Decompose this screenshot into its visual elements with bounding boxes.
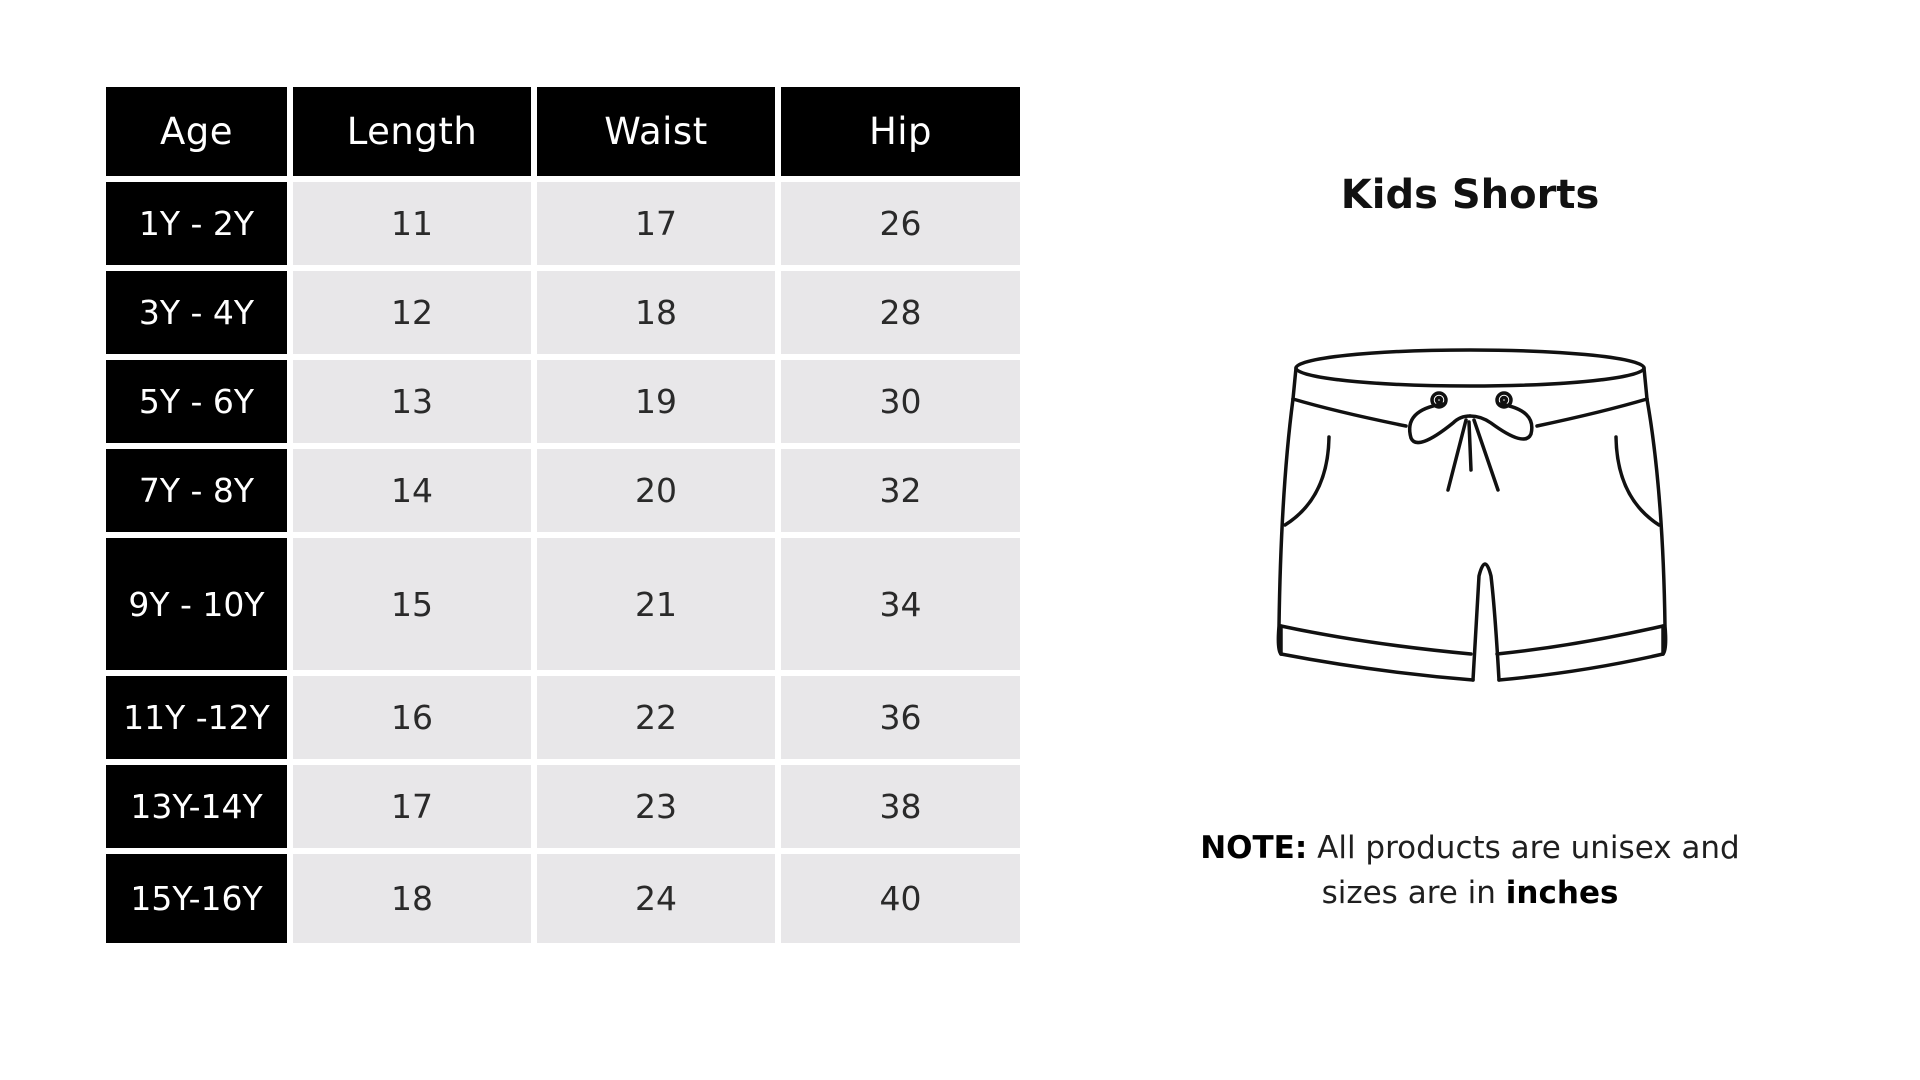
age-cell: 5Y - 6Y <box>106 360 293 449</box>
length-cell: 12 <box>293 271 537 360</box>
hip-cell: 38 <box>781 765 1020 854</box>
length-cell: 11 <box>293 182 537 271</box>
waist-cell: 24 <box>537 854 781 943</box>
size-table <box>106 87 1020 943</box>
length-cell: 14 <box>293 449 537 538</box>
header-age: Age <box>106 87 293 182</box>
hip-cell: 30 <box>781 360 1020 449</box>
table-row <box>106 854 1020 943</box>
hip-cell: 26 <box>781 182 1020 271</box>
age-cell: 15Y-16Y <box>106 854 293 943</box>
age-cell: 13Y-14Y <box>106 765 293 854</box>
waist-cell: 23 <box>537 765 781 854</box>
table-row <box>106 271 1020 360</box>
table-row <box>106 449 1020 538</box>
waist-cell: 18 <box>537 271 781 360</box>
waist-cell: 21 <box>537 538 781 676</box>
hip-cell: 34 <box>781 538 1020 676</box>
hip-cell: 28 <box>781 271 1020 360</box>
age-cell: 9Y - 10Y <box>106 538 293 676</box>
shorts-illustration <box>1245 330 1695 750</box>
product-title: Kids Shorts <box>1340 172 1600 218</box>
table-row <box>106 538 1020 676</box>
length-cell: 17 <box>293 765 537 854</box>
waist-cell: 17 <box>537 182 781 271</box>
age-cell: 7Y - 8Y <box>106 449 293 538</box>
waist-cell: 19 <box>537 360 781 449</box>
waist-cell: 22 <box>537 676 781 765</box>
table-header-row <box>106 87 1020 182</box>
table-row <box>106 676 1020 765</box>
waist-cell: 20 <box>537 449 781 538</box>
age-cell: 1Y - 2Y <box>106 182 293 271</box>
header-length: Length <box>293 87 537 182</box>
hip-cell: 36 <box>781 676 1020 765</box>
length-cell: 18 <box>293 854 537 943</box>
header-waist: Waist <box>537 87 781 182</box>
table-row <box>106 765 1020 854</box>
age-cell: 11Y -12Y <box>106 676 293 765</box>
header-hip: Hip <box>781 87 1020 182</box>
hip-cell: 32 <box>781 449 1020 538</box>
age-cell: 3Y - 4Y <box>106 271 293 360</box>
note-label: NOTE: <box>1200 830 1308 866</box>
note-emphasis: inches <box>1505 875 1619 911</box>
table-row <box>106 360 1020 449</box>
length-cell: 13 <box>293 360 537 449</box>
note-text: All products are unisex and sizes are in <box>1307 830 1740 911</box>
length-cell: 15 <box>293 538 537 676</box>
sizing-note <box>1160 826 1780 916</box>
hip-cell: 40 <box>781 854 1020 943</box>
table-row <box>106 182 1020 271</box>
length-cell: 16 <box>293 676 537 765</box>
